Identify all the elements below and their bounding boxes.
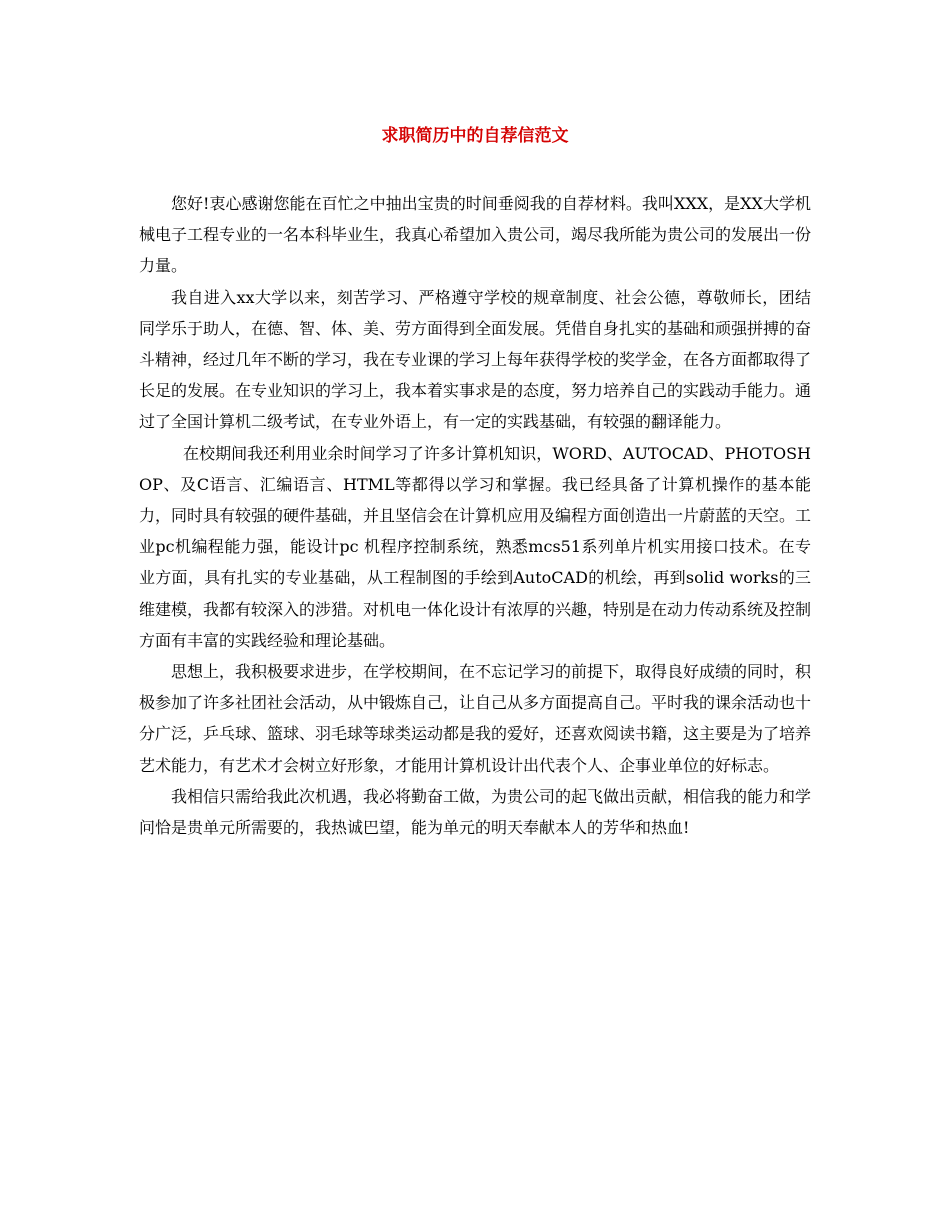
paragraph-greeting: 您好!衷心感谢您能在百忙之中抽出宝贵的时间垂阅我的自荐材料。我叫XXX，是XX大学机械电子工程专业的一名本科毕业生，我真心希望加入贵公司，竭尽我所能为贵公司的发展出一份力量。 [139, 194, 812, 276]
letter-body [139, 188, 811, 843]
paragraph-activities: 思想上，我积极要求进步，在学校期间，在不忘记学习的前提下，取得良好成绩的同时，积极参加了许多社团社会活动，从中锻炼自己，让自己从多方面提高自己。平时我的课余活动也十分广泛，乒乓球、篮球、羽毛球等球类运动都是我的爱好，还喜欢阅读书籍，这主要是为了培养艺术能力，有艺术才会树立好形象，才能用计算机设计出代表个人、企事业单位的好标志。 [139, 662, 812, 775]
paragraph-computer-skills: 在校期间我还利用业余时间学习了许多计算机知识，WORD、AUTOCAD、PHOTOSHOP、及C语言、汇编语言、HTML等都得以学习和掌握。我已经具备了计算机操作的基本能力，同时具有较强的硬件基础，并且坚信会在计算机应用及编程方面创造出一片蔚蓝的天空。工业pc机编程能力强，能设计pc 机程序控制系统，熟悉mcs51系列单片机实用接口技术。在专业方面，具有扎实的专业基础，从工程制图的手绘到AutoCAD的机绘，再到solid works的三维建模，我都有较深入的涉猎。对机电一体化设计有浓厚的兴趣，特别是在动力传动系统及控制方面有丰富的实践经验和理论基础。 [139, 443, 812, 650]
paragraph-university-study: 我自进入xx大学以来，刻苦学习、严格遵守学校的规章制度、社会公德，尊敬师长，团结同学乐于助人，在德、智、体、美、劳方面得到全面发展。凭借自身扎实的基础和顽强拼搏的奋斗精神，经过几年不断的学习，我在专业课的学习上每年获得学校的奖学金，在各方面都取得了长足的发展。在专业知识的学习上，我本着实事求是的态度，努力培养自己的实践动手能力。通过了全国计算机二级考试，在专业外语上，有一定的实践基础，有较强的翻译能力。 [139, 287, 812, 432]
document-title: 求职简历中的自荐信范文 [381, 126, 569, 146]
paragraph-closing: 我相信只需给我此次机遇，我必将勤奋工做，为贵公司的起飞做出贡献，相信我的能力和学问恰是贵单元所需要的，我热诚巴望，能为单元的明天奉献本人的芳华和热血! [139, 786, 812, 838]
